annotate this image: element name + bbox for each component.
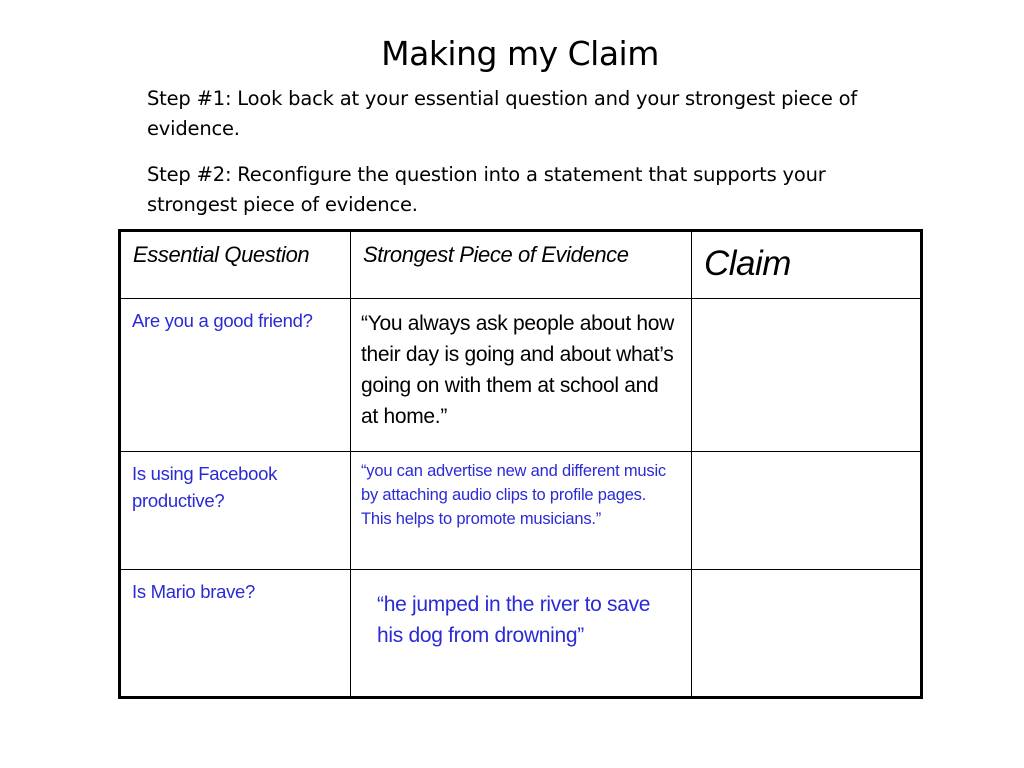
question-cell: Are you a good friend? — [120, 299, 351, 452]
question-cell: Is Mario brave? — [120, 570, 351, 698]
claim-cell[interactable] — [692, 452, 922, 570]
evidence-cell: “you can advertise new and different music by attaching audio clips to profile pages. This helps to promote musicians.” — [351, 452, 692, 570]
table-row — [120, 452, 922, 570]
claim-table — [118, 229, 923, 699]
header-claim: Claim — [692, 231, 922, 299]
table-row — [120, 299, 922, 452]
claim-cell[interactable] — [692, 570, 922, 698]
table-row — [120, 570, 922, 698]
header-strongest-evidence: Strongest Piece of Evidence — [351, 231, 692, 299]
page-title: Making my Claim — [381, 34, 659, 73]
question-cell: Is using Facebook productive? — [120, 452, 351, 570]
evidence-cell: “he jumped in the river to save his dog from drowning” — [351, 570, 692, 698]
step-2-instruction: Step #2: Reconfigure the question into a statement that supports your strongest piece of evidence. — [147, 163, 826, 216]
step-1-instruction: Step #1: Look back at your essential question and your strongest piece of evidence. — [147, 87, 858, 140]
evidence-cell: “You always ask people about how their day is going and about what’s going on with them at school and at home.” — [351, 299, 692, 452]
table-header-row — [120, 231, 922, 299]
header-essential-question: Essential Question — [120, 231, 351, 299]
claim-cell[interactable] — [692, 299, 922, 452]
